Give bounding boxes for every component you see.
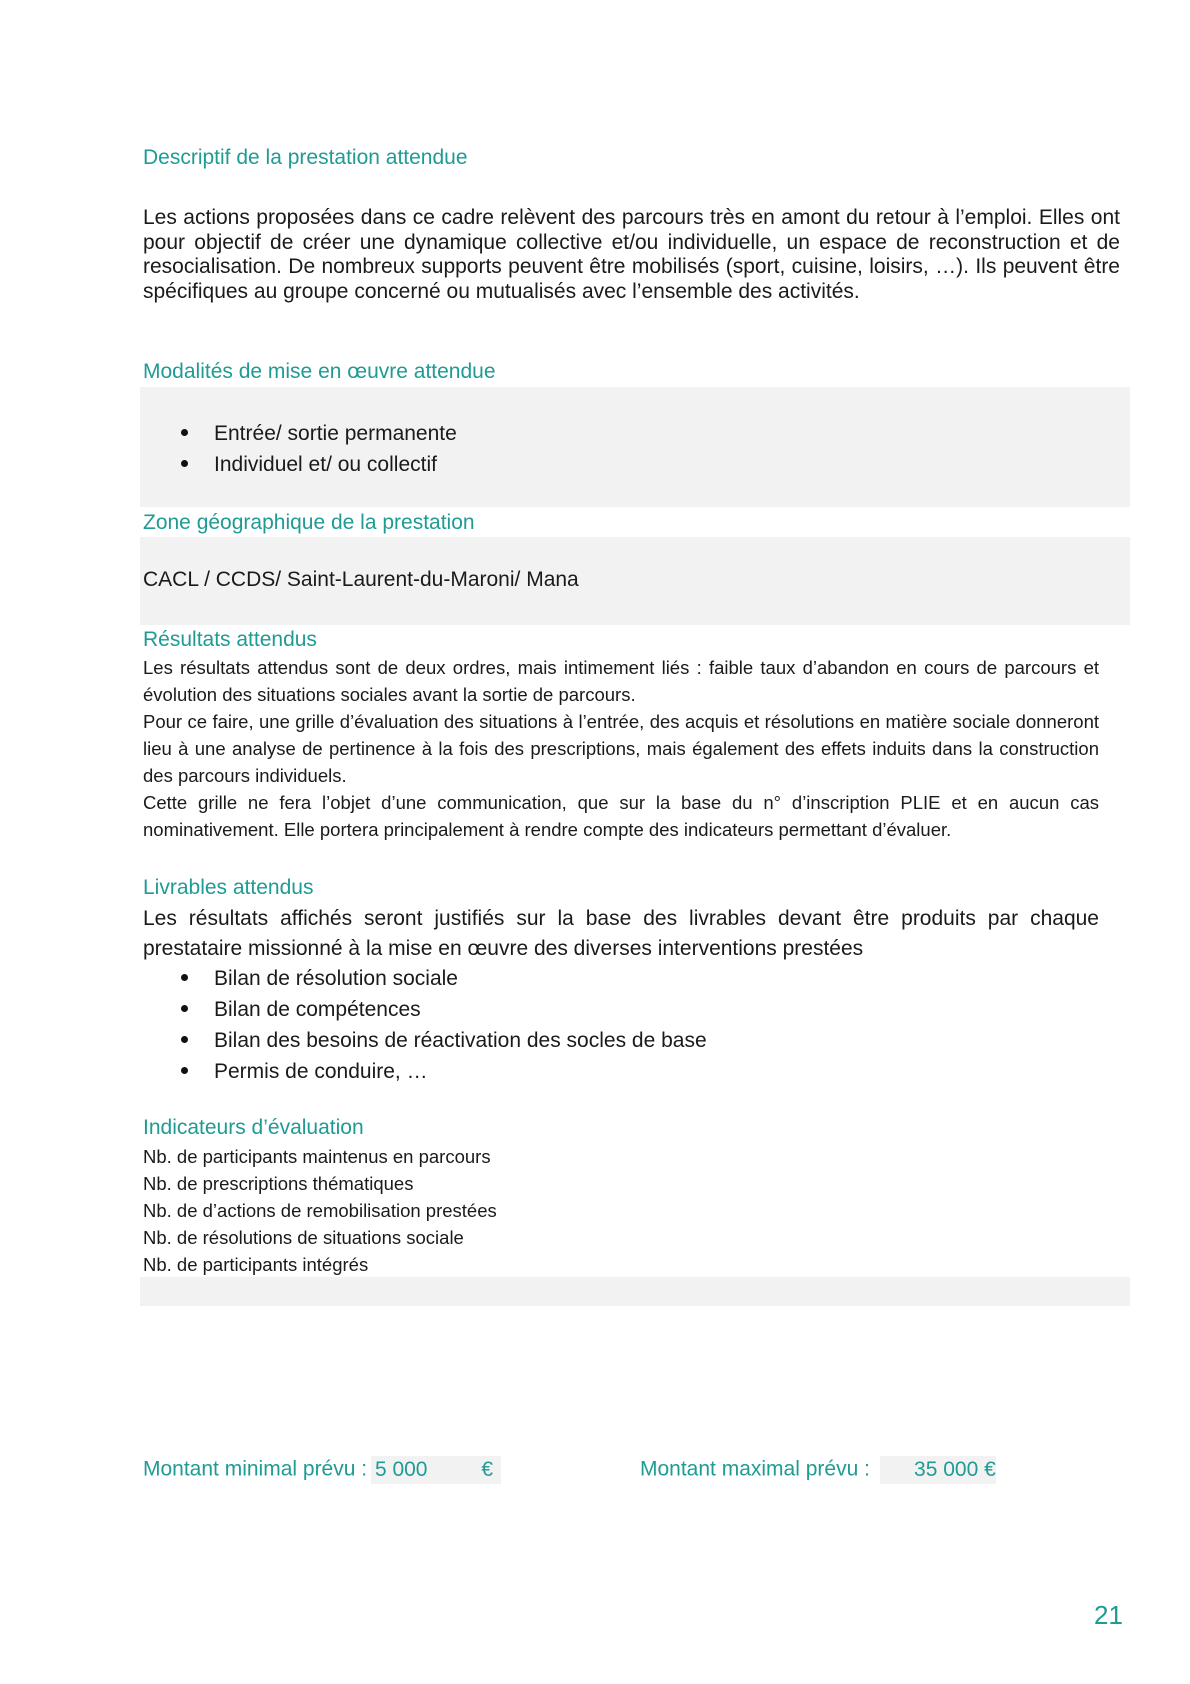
page-number: 21 [1094, 1600, 1123, 1630]
heading-livrables: Livrables attendus [143, 876, 314, 899]
list-item: Individuel et/ ou collectif [178, 449, 457, 480]
heading-resultats: Résultats attendus [143, 628, 317, 651]
heading-zone: Zone géographique de la prestation [143, 511, 475, 534]
list-item: Nb. de prescriptions thématiques [143, 1173, 414, 1194]
montant-maximal-label: Montant maximal prévu : [640, 1457, 870, 1481]
bullet-icon [181, 429, 188, 436]
montant-maximal-field[interactable] [880, 1456, 996, 1484]
list-item: Nb. de participants maintenus en parcours [143, 1146, 491, 1167]
indicateurs-field[interactable] [140, 1277, 1130, 1306]
bullet-icon [181, 1036, 188, 1043]
resultats-paragraph-1: Les résultats attendus sont de deux ordres, mais intimement liés : faible taux d’abandon en cours de parcours et évolution des situations sociales avant la sortie de parcours. [143, 657, 1099, 705]
list-item: Nb. de d’actions de remobilisation prestées [143, 1200, 497, 1221]
bullet-icon [181, 974, 188, 981]
list-item: Nb. de participants intégrés [143, 1254, 369, 1275]
resultats-paragraph-3: Cette grille ne fera l’objet d’une communication, que sur la base du n° d’inscription PLIE et en aucun cas nominativement. Elle portera principalement à rendre compte des indicateurs permettant d’évaluer. [143, 792, 1099, 840]
indicateurs-list [143, 1143, 497, 1278]
heading-indicateurs: Indicateurs d’évaluation [143, 1116, 364, 1139]
montant-minimal-label: Montant minimal prévu : [143, 1457, 368, 1481]
montant-minimal-value: 5 000 [374, 1458, 428, 1481]
montant-minimal-field[interactable] [371, 1456, 501, 1484]
bullet-icon [181, 1067, 188, 1074]
montant-maximal-value: 35 000 € [914, 1458, 996, 1481]
bullet-icon [181, 460, 188, 467]
modalites-list [178, 418, 457, 480]
list-item: Permis de conduire, … [178, 1056, 707, 1087]
list-item: Bilan de résolution sociale [178, 963, 707, 994]
montant-minimal [143, 1456, 501, 1484]
list-item: Bilan des besoins de réactivation des socles de base [178, 1025, 707, 1056]
descriptif-body: Les actions proposées dans ce cadre relèvent des parcours très en amont du retour à l’emploi. Elles ont pour objectif de créer une dynamique collective et/ou individuelle, un espace de reconstruction et de resocialisation. De nombreux supports peuvent être mobilisés (sport, cuisine, loisirs, …). Ils peuvent être spécifiques au groupe concerné ou mutualisés avec l’ensemble des activités. [143, 206, 1120, 303]
zone-value: CACL / CCDS/ Saint-Laurent-du-Maroni/ Mana [143, 568, 579, 591]
heading-descriptif: Descriptif de la prestation attendue [143, 146, 468, 169]
list-item: Entrée/ sortie permanente [178, 418, 457, 449]
list-item: Bilan de compétences [178, 994, 707, 1025]
resultats-paragraph-2: Pour ce faire, une grille d’évaluation des situations à l’entrée, des acquis et résolutions en matière sociale donneront lieu à une analyse de pertinence à la fois des prescriptions, mais également des effets induits dans la construction des parcours individuels. [143, 711, 1099, 786]
bullet-icon [181, 1005, 188, 1012]
livrables-intro: Les résultats affichés seront justifiés sur la base des livrables devant être produits par chaque prestataire missionné à la mise en œuvre des diverses interventions prestées [143, 907, 1099, 960]
montant-maximal [640, 1456, 996, 1484]
montant-minimal-currency: € [481, 1458, 494, 1481]
livrables-list [178, 963, 707, 1087]
heading-modalites: Modalités de mise en œuvre attendue [143, 360, 496, 383]
list-item: Nb. de résolutions de situations sociale [143, 1227, 464, 1248]
